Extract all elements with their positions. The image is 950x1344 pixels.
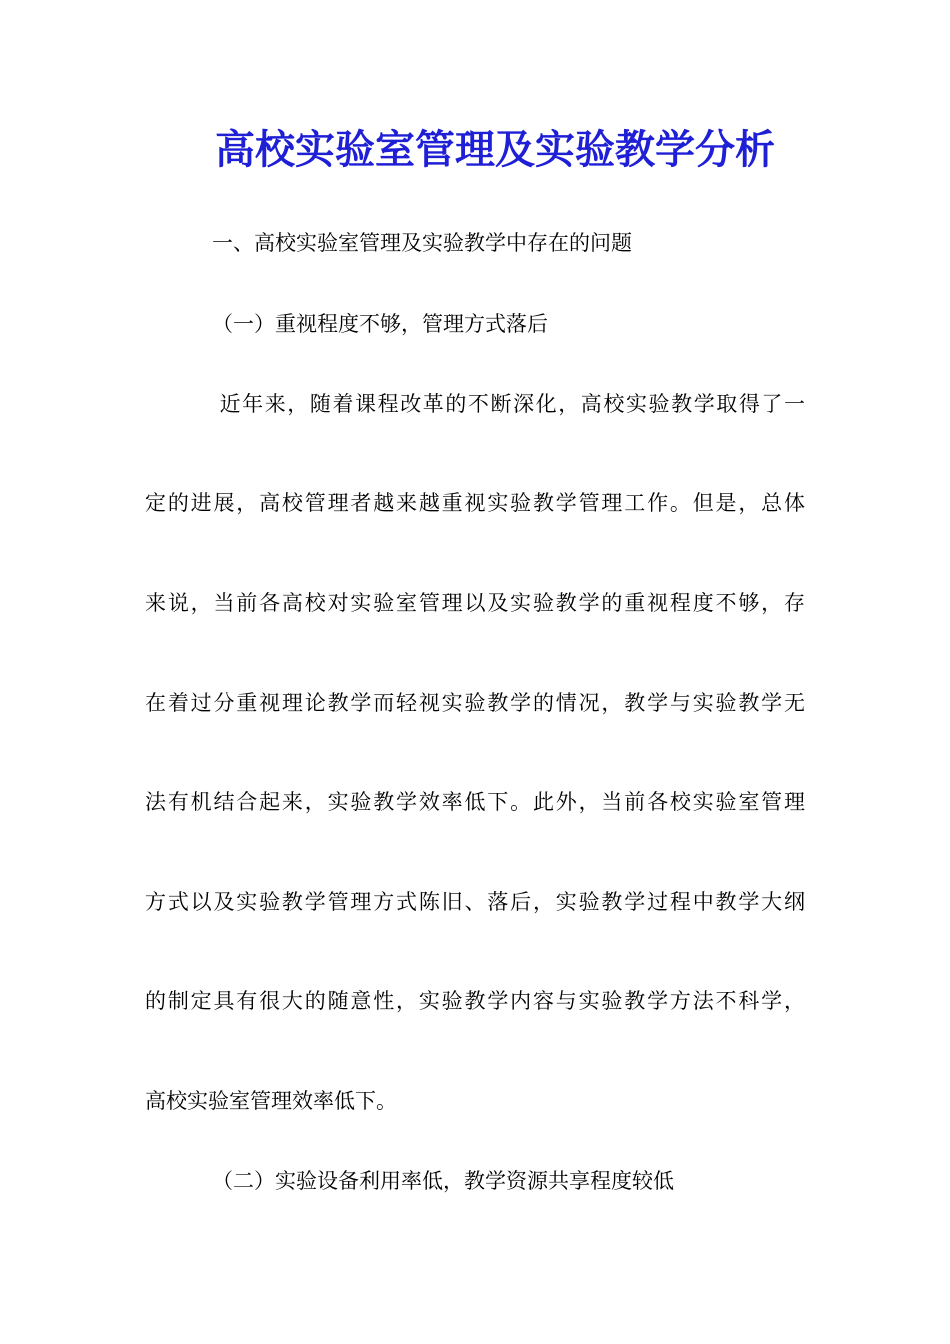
document-title: 高校实验室管理及实验教学分析 [215,126,775,173]
paragraph-line: 来说，当前各高校对实验室管理以及实验教学的重视程度不够，存 [145,591,805,615]
subheading-1: （一）重视程度不够，管理方式落后 [212,312,548,336]
paragraph-line: 近年来，随着课程改革的不断深化，高校实验教学取得了一 [197,392,805,416]
paragraph-line: 在着过分重视理论教学而轻视实验教学的情况，教学与实验教学无 [145,691,805,715]
paragraph-line: 方式以及实验教学管理方式陈旧、落后，实验教学过程中教学大纲 [145,890,805,914]
paragraph-line: 定的进展，高校管理者越来越重视实验教学管理工作。但是，总体 [145,491,805,515]
paragraph-line-last: 高校实验室管理效率低下。 [145,1089,397,1113]
paragraph-line: 法有机结合起来，实验教学效率低下。此外，当前各校实验室管理 [145,790,805,814]
section-heading: 一、高校实验室管理及实验教学中存在的问题 [212,231,632,255]
paragraph-line: 的制定具有很大的随意性，实验教学内容与实验教学方法不科学， [145,989,805,1013]
subheading-2: （二）实验设备利用率低，教学资源共享程度较低 [212,1169,674,1193]
